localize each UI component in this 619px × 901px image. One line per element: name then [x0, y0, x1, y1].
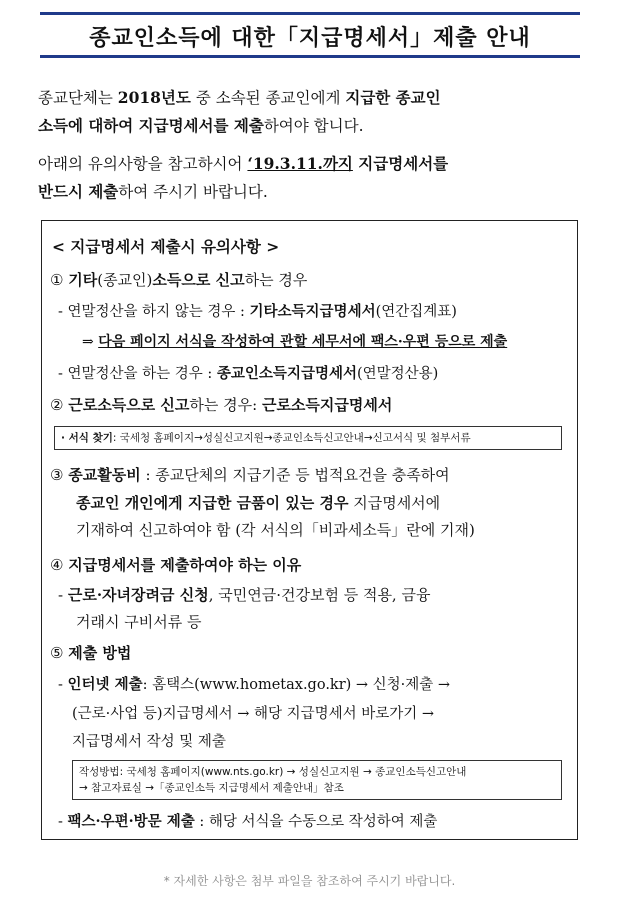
section-1-number: ①	[50, 271, 64, 289]
section-2-number: ②	[50, 396, 64, 414]
intro1-year: 2018년도	[117, 88, 191, 107]
section-1-line-3	[58, 362, 577, 383]
s1-line3-text: - 연말정산을 하는 경우 :	[58, 366, 217, 382]
section-3-number: ③	[50, 466, 64, 484]
section-4-line-2: 거래시 구비서류 등	[76, 613, 202, 631]
intro1-text-f: 하여야 합니다.	[263, 117, 364, 135]
s5-dash: -	[58, 677, 68, 693]
s1-line1-bold: 기타소득지급명세서	[249, 303, 376, 320]
title-banner	[40, 12, 580, 58]
section-2-bold-2: 근로소득지급명세서	[261, 396, 393, 414]
s1-line3-bold: 종교인소득지급명세서	[216, 365, 357, 382]
intro1-text-c: 중 소속된 종교인에게	[190, 89, 346, 107]
s5-fax-text: : 해당 서식을 수동으로 작성하여 제출	[194, 814, 438, 830]
section-5-number: ⑤	[50, 644, 64, 662]
s1-line3-note: (연말정산용)	[356, 366, 439, 382]
notice-box	[41, 220, 578, 840]
writing-method-note	[72, 760, 562, 800]
section-4-bold-1: 지급명세서를 제출하여야 하는 이유	[68, 556, 302, 574]
page-title: 종교인소득에 대한「지급명세서」제출 안내	[89, 26, 531, 51]
section-1-bold-2: 소득으로 신고	[152, 271, 245, 289]
form-finder-path: : 국세청 홈페이지→성실신고지원→종교인소득신고안내→신고서식 및 첨부서류	[112, 432, 471, 444]
s5-dash-2: -	[58, 814, 68, 830]
section-5-bold-1: 제출 방법	[68, 644, 132, 662]
s4-bold: 근로·자녀장려금 신청	[67, 586, 209, 604]
section-5-title	[50, 642, 577, 663]
intro1-bold-d: 지급한 종교인	[345, 88, 441, 107]
s1-line1-text: - 연말정산을 하지 않는 경우 :	[58, 304, 250, 320]
s5-bold-fax: 팩스·우편·방문 제출	[67, 813, 195, 830]
section-1-line-2	[82, 331, 577, 351]
intro2-bold-c: 지급명세서를	[352, 154, 449, 173]
section-1-text-2: 하는 경우	[244, 271, 308, 289]
intro-paragraph-1	[38, 84, 583, 140]
form-finder-note	[54, 426, 562, 450]
footer-note: * 자세한 사항은 첨부 파일을 참조하여 주시기 바랍니다.	[163, 874, 456, 888]
box-heading: < 지급명세서 제출시 유의사항 >	[52, 238, 280, 256]
section-5-line-4	[58, 810, 577, 831]
section-2-text-1: 하는 경우:	[189, 396, 262, 414]
intro1-bold-e: 소득에 대하여 지급명세서를 제출	[38, 116, 264, 135]
section-3-line-3: 기재하여 신고하여야 함 (각 서식의「비과세소득」란에 기재)	[76, 521, 475, 539]
s4-dash: -	[58, 586, 68, 604]
section-5-line-3: 지급명세서 작성 및 제출	[72, 734, 226, 750]
section-5-line-1	[58, 673, 577, 694]
writing-method-line-1: 작성방법: 국세청 홈페이지(www.nts.go.kr) → 성실신고지원 → 종교인소득신고안내	[79, 766, 467, 778]
intro1-text-a: 종교단체는	[38, 89, 118, 107]
section-2-title	[50, 394, 577, 415]
form-finder-label: · 서식 찾기	[61, 432, 113, 444]
title-rule-top	[40, 12, 580, 15]
section-4-title	[50, 554, 577, 575]
section-3-text-2: 지급명세서에	[348, 494, 441, 512]
s1-line2-instruction: 다음 페이지 서식을 작성하여 관할 세무서에 팩스·우편 등으로 제출	[98, 334, 508, 350]
s1-line1-note: (연간집계표)	[375, 304, 457, 320]
intro2-bold-d: 반드시 제출	[38, 182, 119, 201]
section-5-line-2: (근로·사업 등)지급명세서 → 해당 지급명세서 바로가기 →	[72, 706, 435, 722]
s1-arrow: ⇒	[82, 334, 99, 350]
section-3-line-2	[76, 492, 577, 513]
section-4-line-1	[58, 584, 577, 605]
s5-bold-internet: 인터넷 제출	[67, 676, 143, 693]
section-1-bold-1: 기타	[68, 271, 98, 289]
section-3-bold-2: 종교인 개인에게 지급한 금품이 있는 경우	[76, 494, 349, 512]
intro-paragraph-2	[38, 150, 583, 206]
section-3-bold-1: 종교활동비	[68, 466, 141, 484]
s4-text: , 국민연금·건강보험 등 적용, 금융	[208, 586, 431, 604]
section-2-bold-1: 근로소득으로 신고	[68, 396, 190, 414]
intro2-text-a: 아래의 유의사항을 참고하시어	[38, 155, 248, 173]
s5-hometax-path: : 홈택스(www.hometax.go.kr) → 신청·제출 →	[142, 677, 451, 693]
section-3-title	[50, 464, 577, 485]
section-1-text-1: (종교인)	[97, 271, 153, 289]
section-1-title	[50, 269, 577, 290]
section-1-line-1	[58, 300, 577, 321]
intro2-text-e: 하여 주시기 바랍니다.	[118, 183, 268, 201]
section-4-number: ④	[50, 556, 64, 574]
intro2-deadline: ‘19.3.11.까지	[247, 154, 353, 173]
writing-method-line-2: → 참고자료실 →「종교인소득 지급명세서 제출안내」참조	[79, 782, 344, 794]
section-3-text-1: : 종교단체의 지급기준 등 법적요건을 충족하여	[140, 466, 450, 484]
title-rule-bottom	[40, 55, 580, 58]
